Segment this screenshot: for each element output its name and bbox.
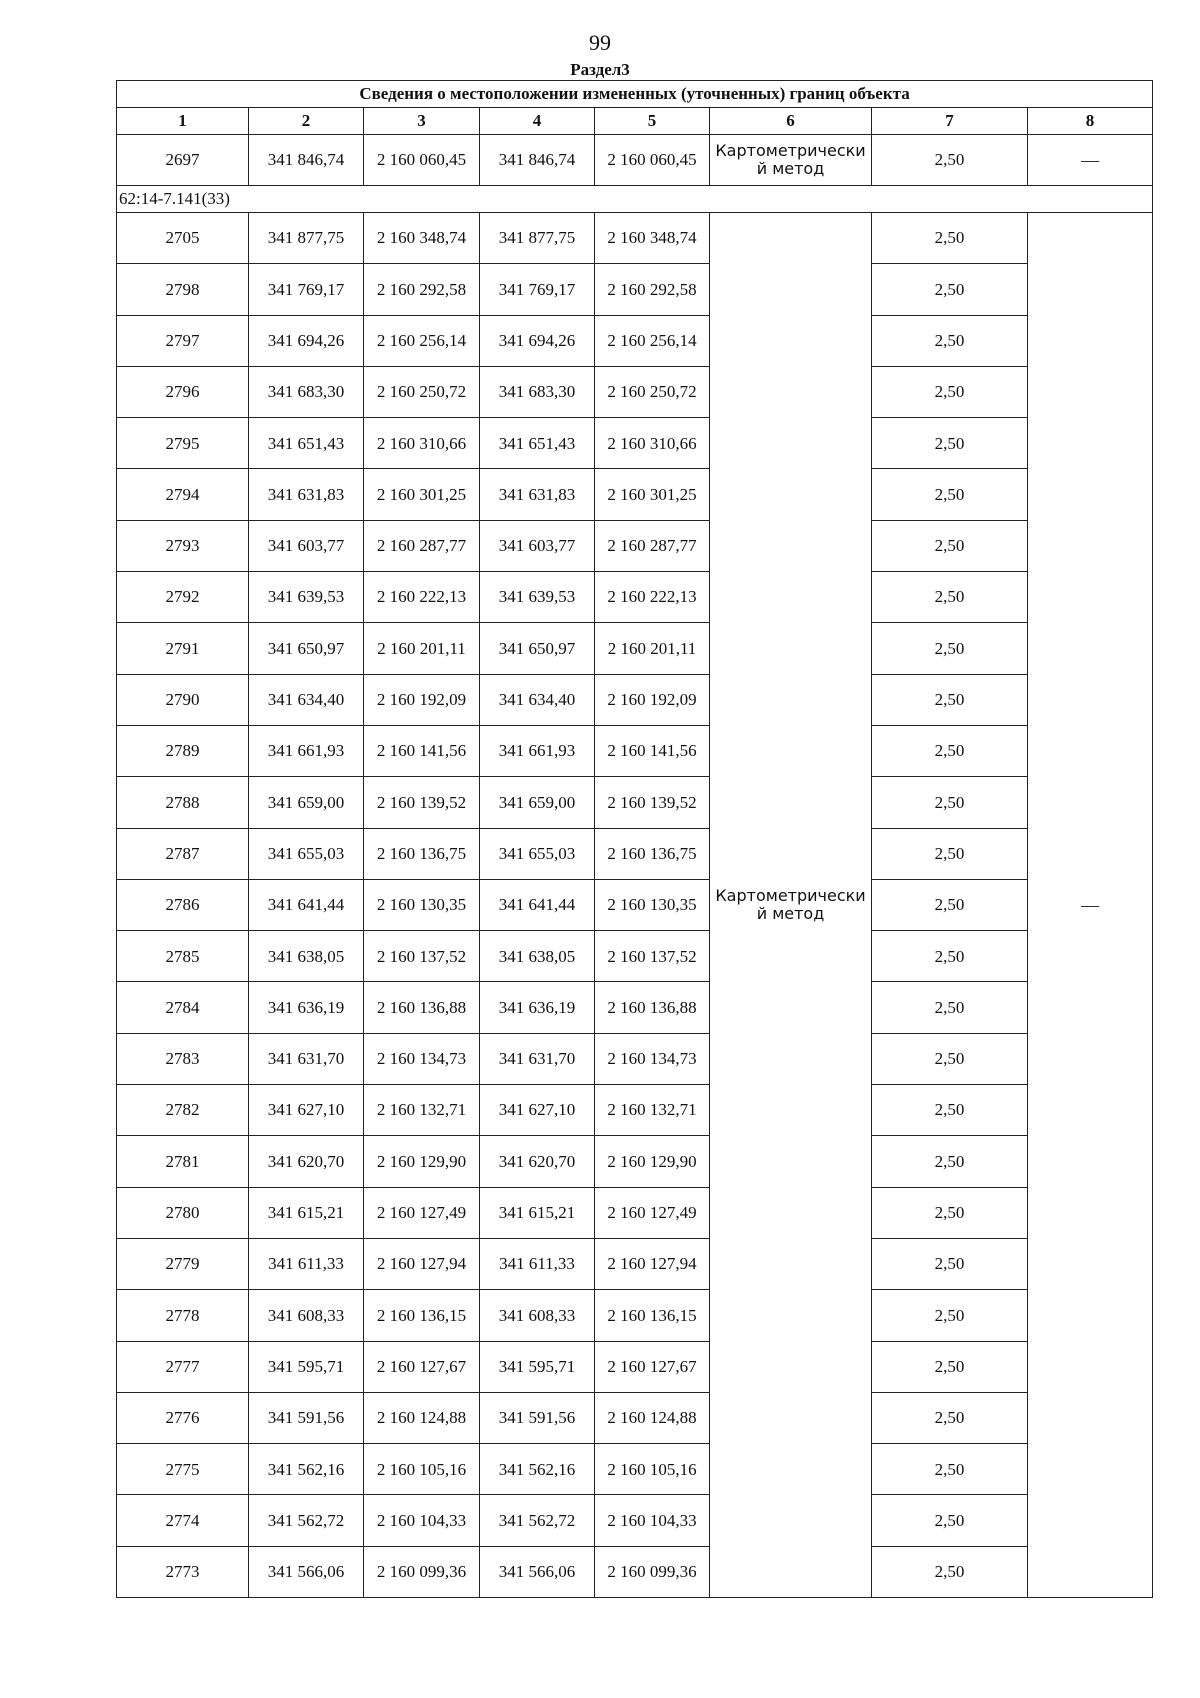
y-old-cell: 2 160 201,11: [364, 623, 480, 674]
x-new-cell: 341 659,00: [480, 777, 595, 828]
table-row: [117, 366, 1153, 417]
column-header: 3: [364, 108, 480, 135]
table-row: [117, 1444, 1153, 1495]
column-header: 2: [249, 108, 364, 135]
point-number-cell: 2789: [117, 725, 249, 776]
table-row: [117, 623, 1153, 674]
y-new-cell: 2 160 136,15: [595, 1290, 710, 1341]
x-new-cell: 341 655,03: [480, 828, 595, 879]
table-row: [117, 725, 1153, 776]
table-row: [117, 213, 1153, 264]
x-old-cell: 341 591,56: [249, 1392, 364, 1443]
method-cell: Картометрически й метод: [710, 135, 872, 186]
x-old-cell: 341 631,70: [249, 1033, 364, 1084]
y-old-cell: 2 160 104,33: [364, 1495, 480, 1546]
y-new-cell: 2 160 127,94: [595, 1238, 710, 1289]
accuracy-cell: 2,50: [872, 1444, 1028, 1495]
y-old-cell: 2 160 105,16: [364, 1444, 480, 1495]
x-new-cell: 341 634,40: [480, 674, 595, 725]
table-row: [117, 418, 1153, 469]
accuracy-cell: 2,50: [872, 931, 1028, 982]
point-number-cell: 2790: [117, 674, 249, 725]
accuracy-cell: 2,50: [872, 520, 1028, 571]
accuracy-cell: 2,50: [872, 1290, 1028, 1341]
x-new-cell: 341 603,77: [480, 520, 595, 571]
accuracy-cell: 2,50: [872, 1187, 1028, 1238]
x-old-cell: 341 650,97: [249, 623, 364, 674]
table-row: [117, 315, 1153, 366]
x-new-cell: 341 595,71: [480, 1341, 595, 1392]
x-old-cell: 341 846,74: [249, 135, 364, 186]
x-new-cell: 341 846,74: [480, 135, 595, 186]
y-old-cell: 2 160 127,67: [364, 1341, 480, 1392]
y-old-cell: 2 160 139,52: [364, 777, 480, 828]
column-header: 7: [872, 108, 1028, 135]
x-old-cell: 341 683,30: [249, 366, 364, 417]
x-old-cell: 341 627,10: [249, 1085, 364, 1136]
table-body: [117, 81, 1153, 1598]
x-old-cell: 341 694,26: [249, 315, 364, 366]
accuracy-cell: 2,50: [872, 1136, 1028, 1187]
y-new-cell: 2 160 348,74: [595, 213, 710, 264]
x-new-cell: 341 620,70: [480, 1136, 595, 1187]
point-number-cell: 2792: [117, 572, 249, 623]
accuracy-cell: 2,50: [872, 135, 1028, 186]
x-new-cell: 341 683,30: [480, 366, 595, 417]
accuracy-cell: 2,50: [872, 1341, 1028, 1392]
accuracy-cell: 2,50: [872, 264, 1028, 315]
y-new-cell: 2 160 139,52: [595, 777, 710, 828]
point-number-cell: 2788: [117, 777, 249, 828]
x-old-cell: 341 636,19: [249, 982, 364, 1033]
accuracy-cell: 2,50: [872, 828, 1028, 879]
y-new-cell: 2 160 127,49: [595, 1187, 710, 1238]
x-old-cell: 341 638,05: [249, 931, 364, 982]
column-header: 6: [710, 108, 872, 135]
table-row: [117, 469, 1153, 520]
y-new-cell: 2 160 301,25: [595, 469, 710, 520]
table-row: [117, 1033, 1153, 1084]
point-number-cell: 2779: [117, 1238, 249, 1289]
y-old-cell: 2 160 127,49: [364, 1187, 480, 1238]
cadastral-number: 62:14-7.141(33): [117, 186, 1153, 213]
y-old-cell: 2 160 134,73: [364, 1033, 480, 1084]
point-number-cell: 2697: [117, 135, 249, 186]
y-old-cell: 2 160 136,88: [364, 982, 480, 1033]
point-number-cell: 2791: [117, 623, 249, 674]
accuracy-cell: 2,50: [872, 469, 1028, 520]
y-new-cell: 2 160 127,67: [595, 1341, 710, 1392]
accuracy-cell: 2,50: [872, 674, 1028, 725]
y-old-cell: 2 160 192,09: [364, 674, 480, 725]
point-number-cell: 2781: [117, 1136, 249, 1187]
method-cell: Картометрически й метод: [710, 213, 872, 1598]
table-row: [117, 1341, 1153, 1392]
x-old-cell: 341 659,00: [249, 777, 364, 828]
x-old-cell: 341 651,43: [249, 418, 364, 469]
y-new-cell: 2 160 104,33: [595, 1495, 710, 1546]
accuracy-cell: 2,50: [872, 1546, 1028, 1597]
point-number-cell: 2705: [117, 213, 249, 264]
y-old-cell: 2 160 124,88: [364, 1392, 480, 1443]
table-row: [117, 1085, 1153, 1136]
table-row: [117, 982, 1153, 1033]
y-new-cell: 2 160 141,56: [595, 725, 710, 776]
y-new-cell: 2 160 222,13: [595, 572, 710, 623]
x-new-cell: 341 627,10: [480, 1085, 595, 1136]
y-new-cell: 2 160 192,09: [595, 674, 710, 725]
x-old-cell: 341 562,16: [249, 1444, 364, 1495]
x-old-cell: 341 661,93: [249, 725, 364, 776]
accuracy-cell: 2,50: [872, 879, 1028, 930]
y-new-cell: 2 160 099,36: [595, 1546, 710, 1597]
table-caption: Сведения о местоположении измененных (уточненных) границ объекта: [117, 81, 1153, 108]
x-old-cell: 341 595,71: [249, 1341, 364, 1392]
x-old-cell: 341 631,83: [249, 469, 364, 520]
y-new-cell: 2 160 136,75: [595, 828, 710, 879]
accuracy-cell: 2,50: [872, 213, 1028, 264]
x-old-cell: 341 566,06: [249, 1546, 364, 1597]
y-new-cell: 2 160 132,71: [595, 1085, 710, 1136]
y-old-cell: 2 160 256,14: [364, 315, 480, 366]
y-old-cell: 2 160 136,75: [364, 828, 480, 879]
y-new-cell: 2 160 130,35: [595, 879, 710, 930]
table-row: [117, 674, 1153, 725]
point-number-cell: 2794: [117, 469, 249, 520]
y-old-cell: 2 160 250,72: [364, 366, 480, 417]
accuracy-cell: 2,50: [872, 1238, 1028, 1289]
x-old-cell: 341 641,44: [249, 879, 364, 930]
x-new-cell: 341 694,26: [480, 315, 595, 366]
x-new-cell: 341 631,70: [480, 1033, 595, 1084]
x-new-cell: 341 562,72: [480, 1495, 595, 1546]
table-row: [117, 572, 1153, 623]
y-new-cell: 2 160 310,66: [595, 418, 710, 469]
table-row: [117, 1238, 1153, 1289]
x-old-cell: 341 769,17: [249, 264, 364, 315]
x-old-cell: 341 620,70: [249, 1136, 364, 1187]
point-number-cell: 2778: [117, 1290, 249, 1341]
accuracy-cell: 2,50: [872, 1085, 1028, 1136]
y-new-cell: 2 160 137,52: [595, 931, 710, 982]
point-number-cell: 2776: [117, 1392, 249, 1443]
description-cell: —: [1028, 213, 1153, 1598]
y-new-cell: 2 160 134,73: [595, 1033, 710, 1084]
y-new-cell: 2 160 129,90: [595, 1136, 710, 1187]
y-old-cell: 2 160 132,71: [364, 1085, 480, 1136]
y-old-cell: 2 160 129,90: [364, 1136, 480, 1187]
table-caption-row: [117, 81, 1153, 108]
table-row: [117, 264, 1153, 315]
x-new-cell: 341 566,06: [480, 1546, 595, 1597]
column-header: 8: [1028, 108, 1153, 135]
point-number-cell: 2784: [117, 982, 249, 1033]
x-new-cell: 341 615,21: [480, 1187, 595, 1238]
x-old-cell: 341 562,72: [249, 1495, 364, 1546]
x-new-cell: 341 650,97: [480, 623, 595, 674]
point-number-cell: 2777: [117, 1341, 249, 1392]
y-old-cell: 2 160 127,94: [364, 1238, 480, 1289]
accuracy-cell: 2,50: [872, 315, 1028, 366]
y-old-cell: 2 160 287,77: [364, 520, 480, 571]
table-row: [117, 1187, 1153, 1238]
table-row: [117, 828, 1153, 879]
y-new-cell: 2 160 256,14: [595, 315, 710, 366]
y-new-cell: 2 160 060,45: [595, 135, 710, 186]
x-old-cell: 341 634,40: [249, 674, 364, 725]
x-new-cell: 341 661,93: [480, 725, 595, 776]
y-old-cell: 2 160 301,25: [364, 469, 480, 520]
point-number-cell: 2780: [117, 1187, 249, 1238]
y-old-cell: 2 160 141,56: [364, 725, 480, 776]
x-old-cell: 341 608,33: [249, 1290, 364, 1341]
point-number-cell: 2787: [117, 828, 249, 879]
table-row: [117, 1546, 1153, 1597]
y-new-cell: 2 160 287,77: [595, 520, 710, 571]
point-number-cell: 2775: [117, 1444, 249, 1495]
boundary-coordinates-table: [116, 80, 1153, 1598]
x-old-cell: 341 655,03: [249, 828, 364, 879]
accuracy-cell: 2,50: [872, 623, 1028, 674]
column-header-row: [117, 108, 1153, 135]
point-number-cell: 2773: [117, 1546, 249, 1597]
table-row: [117, 520, 1153, 571]
x-new-cell: 341 638,05: [480, 931, 595, 982]
table-row: [117, 777, 1153, 828]
point-number-cell: 2798: [117, 264, 249, 315]
y-old-cell: 2 160 060,45: [364, 135, 480, 186]
x-new-cell: 341 639,53: [480, 572, 595, 623]
point-number-cell: 2793: [117, 520, 249, 571]
accuracy-cell: 2,50: [872, 725, 1028, 776]
x-new-cell: 341 641,44: [480, 879, 595, 930]
x-old-cell: 341 877,75: [249, 213, 364, 264]
table-row: [117, 931, 1153, 982]
point-number-cell: 2795: [117, 418, 249, 469]
x-new-cell: 341 608,33: [480, 1290, 595, 1341]
y-old-cell: 2 160 222,13: [364, 572, 480, 623]
x-new-cell: 341 631,83: [480, 469, 595, 520]
point-number-cell: 2786: [117, 879, 249, 930]
y-old-cell: 2 160 292,58: [364, 264, 480, 315]
table-row: [117, 135, 1153, 186]
accuracy-cell: 2,50: [872, 777, 1028, 828]
y-new-cell: 2 160 250,72: [595, 366, 710, 417]
accuracy-cell: 2,50: [872, 1495, 1028, 1546]
x-old-cell: 341 603,77: [249, 520, 364, 571]
column-header: 4: [480, 108, 595, 135]
x-new-cell: 341 769,17: [480, 264, 595, 315]
x-old-cell: 341 611,33: [249, 1238, 364, 1289]
accuracy-cell: 2,50: [872, 366, 1028, 417]
description-cell: —: [1028, 135, 1153, 186]
y-old-cell: 2 160 348,74: [364, 213, 480, 264]
accuracy-cell: 2,50: [872, 572, 1028, 623]
accuracy-cell: 2,50: [872, 1033, 1028, 1084]
y-old-cell: 2 160 310,66: [364, 418, 480, 469]
x-new-cell: 341 591,56: [480, 1392, 595, 1443]
x-new-cell: 341 611,33: [480, 1238, 595, 1289]
y-old-cell: 2 160 137,52: [364, 931, 480, 982]
table-row: [117, 1495, 1153, 1546]
page-number: 99: [589, 30, 611, 55]
cadastral-number-row: [117, 186, 1153, 213]
point-number-cell: 2796: [117, 366, 249, 417]
section-title: Раздел3: [570, 60, 630, 79]
x-new-cell: 341 877,75: [480, 213, 595, 264]
x-old-cell: 341 639,53: [249, 572, 364, 623]
accuracy-cell: 2,50: [872, 1392, 1028, 1443]
y-new-cell: 2 160 136,88: [595, 982, 710, 1033]
x-old-cell: 341 615,21: [249, 1187, 364, 1238]
x-new-cell: 341 562,16: [480, 1444, 595, 1495]
point-number-cell: 2782: [117, 1085, 249, 1136]
table-row: [117, 1136, 1153, 1187]
column-header: 5: [595, 108, 710, 135]
point-number-cell: 2785: [117, 931, 249, 982]
y-old-cell: 2 160 130,35: [364, 879, 480, 930]
point-number-cell: 2774: [117, 1495, 249, 1546]
column-header: 1: [117, 108, 249, 135]
accuracy-cell: 2,50: [872, 418, 1028, 469]
table-row: [117, 1392, 1153, 1443]
point-number-cell: 2783: [117, 1033, 249, 1084]
y-new-cell: 2 160 292,58: [595, 264, 710, 315]
table-row: [117, 1290, 1153, 1341]
table-row: [117, 879, 1153, 930]
x-new-cell: 341 636,19: [480, 982, 595, 1033]
accuracy-cell: 2,50: [872, 982, 1028, 1033]
x-new-cell: 341 651,43: [480, 418, 595, 469]
y-new-cell: 2 160 201,11: [595, 623, 710, 674]
y-new-cell: 2 160 105,16: [595, 1444, 710, 1495]
y-old-cell: 2 160 136,15: [364, 1290, 480, 1341]
y-new-cell: 2 160 124,88: [595, 1392, 710, 1443]
y-old-cell: 2 160 099,36: [364, 1546, 480, 1597]
point-number-cell: 2797: [117, 315, 249, 366]
